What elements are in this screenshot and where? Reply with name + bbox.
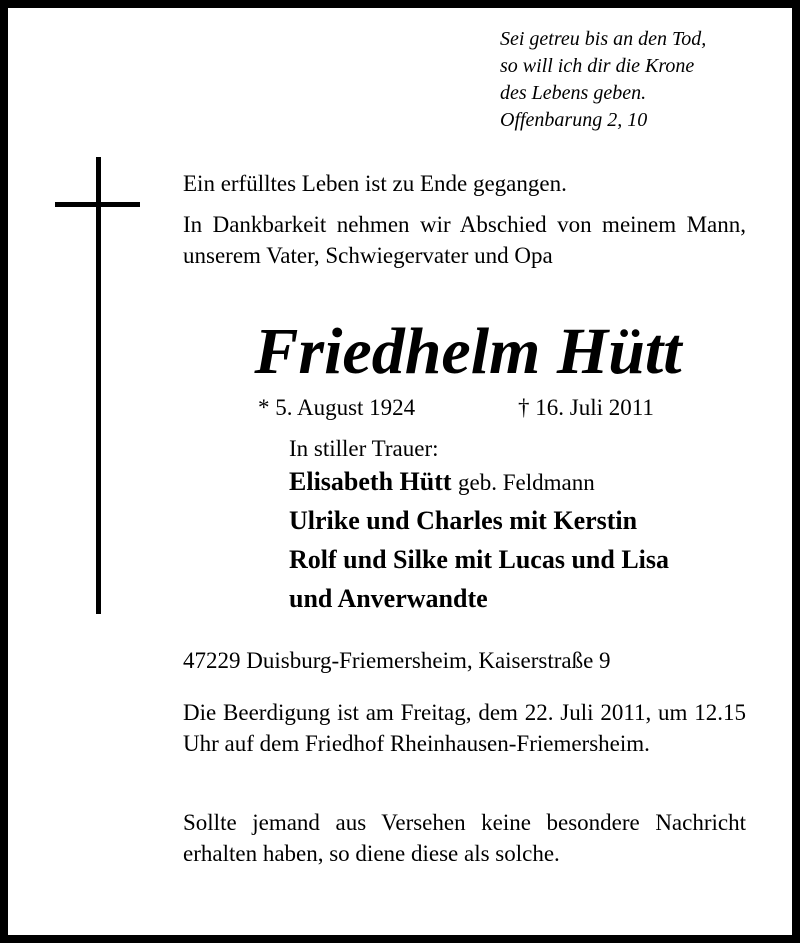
birth-date: * 5. August 1924: [258, 395, 416, 420]
address: 47229 Duisburg-Friemersheim, Kaiserstraße 9: [183, 648, 611, 673]
bible-verse: Sei getreu bis an den Tod, so will ich dir die Krone des Lebens geben. Offenbarung 2, 10: [500, 28, 707, 131]
intro-line-2: In Dankbarkeit nehmen wir Abschied von meinem Mann, unserem Vater, Schwiegervater und Opa: [183, 212, 746, 268]
closing-note: Sollte jemand aus Versehen keine besondere Nachricht erhalten haben, so diene diese als solche.: [183, 810, 746, 866]
deceased-name: Friedhelm Hütt: [254, 315, 682, 388]
mourner-line-wife: [289, 464, 669, 501]
mourner-line: Rolf und Silke mit Lucas und Lisa: [289, 545, 670, 574]
mourner-line: Ulrike und Charles mit Kerstin: [289, 506, 638, 535]
mourner-line: und Anverwandte: [289, 584, 488, 613]
wife-name: Elisabeth Hütt: [289, 467, 452, 496]
cross-icon-horizontal: [55, 202, 140, 207]
funeral-info: Die Beerdigung ist am Freitag, dem 22. Juli 2011, um 12.15 Uhr auf dem Friedhof Rheinhausen-Friemersheim.: [183, 700, 746, 756]
mourners-heading: In stiller Trauer:: [289, 436, 439, 461]
wife-maiden-note: geb. Feldmann: [458, 470, 595, 495]
intro-line-1: Ein erfülltes Leben ist zu Ende gegangen.: [183, 171, 567, 196]
death-date: † 16. Juli 2011: [518, 395, 654, 420]
mourners-block: [289, 433, 669, 618]
